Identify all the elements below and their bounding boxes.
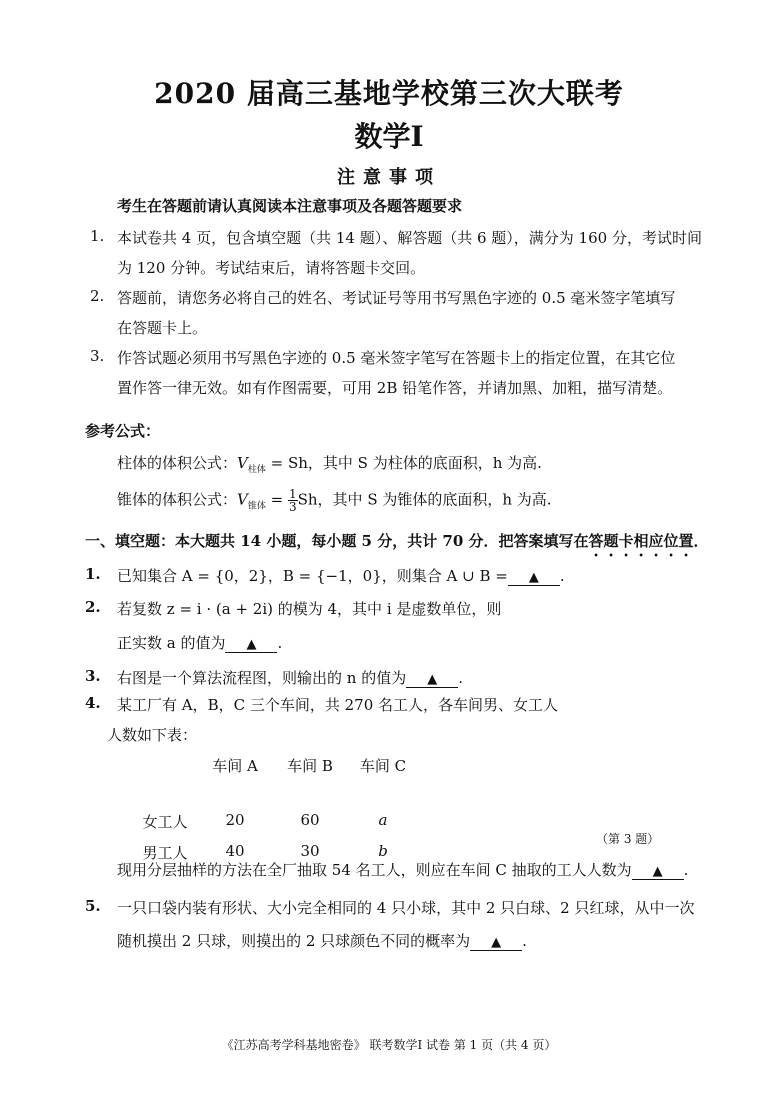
question-3: 右图是一个算法流程图，则输出的 n 的值为 ▲ . (117, 669, 463, 687)
row-label: 男工人 (142, 844, 188, 862)
notice-item-text: 在答题卡上。 (117, 319, 208, 337)
table-header-row (130, 755, 430, 786)
table-cell: 20 (225, 811, 245, 829)
notice-item-number: 3. (90, 347, 105, 365)
answer-blank: ▲ (470, 932, 522, 951)
answer-blank: ▲ (632, 861, 684, 880)
page-footer: 《江苏高考学科基地密卷》 联考数学I 试卷 第 1 页（共 4 页） (221, 1038, 557, 1052)
question-number: 3. (85, 667, 101, 685)
notice-item-number: 1. (90, 227, 105, 245)
table-cell: 30 (300, 842, 320, 860)
question-number: 1. (85, 565, 101, 583)
exam-title: 2020 届高三基地学校第三次大联考 (154, 77, 624, 110)
question-number: 5. (85, 897, 101, 915)
notice-item-text: 置作答一律无效。如有作图需要，可用 2B 铅笔作答，并请加黑、加粗，描写清楚。 (117, 379, 673, 397)
notice-item-text: 作答试题必须用书写黑色字迹的 0.5 毫米签字笔写在答题卡上的指定位置，在其它位 (117, 349, 676, 367)
table-cell: a (378, 811, 388, 829)
question-4-line2: 人数如下表： (107, 726, 198, 744)
table-row (130, 786, 430, 831)
table-header: 车间 A (212, 757, 258, 775)
answer-blank: ▲ (508, 567, 560, 586)
table-cell: 60 (300, 811, 320, 829)
prism-volume-formula: 柱体的体积公式：$V_{柱体} = Sh$，其中 S 为柱体的底面积，h 为高. (117, 454, 542, 475)
answer-blank: ▲ (406, 669, 458, 688)
question-5-line2: 随机摸出 2 只球，则摸出的 2 只球颜色不同的概率为 ▲ . (117, 932, 527, 950)
table-header: 车间 B (287, 757, 333, 775)
question-number: 4. (85, 694, 101, 712)
exam-subject: 数学I (354, 120, 424, 153)
table-header: 车间 C (359, 757, 407, 775)
question-1: 已知集合 A = {0，2}，B = {−1，0}，则集合 A ∪ B = ▲ . (117, 567, 565, 585)
section-heading: 一、填空题：本大题共 14 小题，每小题 5 分，共计 70 分．把答案填写在答题卡相应位置． (85, 532, 709, 550)
fraction-one-third: $\frac{1}{3}$ (288, 487, 297, 514)
notice-subtitle: 考生在答题前请认真阅读本注意事项及各题答题要求 (117, 197, 463, 215)
formula-heading: 参考公式： (85, 422, 161, 440)
table-cell: b (378, 842, 388, 860)
question-2-line1: 若复数 z = i · (a + 2i) 的模为 4，其中 i 是虚数单位，则 (117, 600, 502, 618)
figure-caption: （第 3 题） (596, 832, 660, 846)
notice-heading: 注意事项 (337, 167, 441, 188)
answer-blank: ▲ (225, 634, 277, 653)
notice-item-text: 答题前，请您务必将自己的姓名、考试证号等用书写黑色字迹的 0.5 毫米签字笔填写 (117, 289, 676, 307)
workshop-table (130, 755, 430, 862)
question-5-line1: 一只口袋内装有形状、大小完全相同的 4 只小球，其中 2 只白球、2 只红球，从中一次 (117, 899, 695, 917)
notice-item-text: 本试卷共 4 页，包含填空题（共 14 题）、解答题（共 6 题），满分为 160 分，考试时间 (117, 229, 702, 247)
cone-volume-formula: 锥体的体积公式：$V_{锥体}$ = $\frac{1}{3}$ Sh，其中 S 为锥体的底面积，h 为高. (117, 487, 552, 514)
table-cell: 40 (225, 842, 245, 860)
notice-item-text: 为 120 分钟。考试结束后，请将答题卡交回。 (117, 259, 426, 277)
question-number: 2. (85, 598, 101, 616)
question-4-line3: 现用分层抽样的方法在全厂抽取 54 名工人，则应在车间 C 抽取的工人人数为 ▲ . (117, 861, 689, 879)
question-2-line2: 正实数 a 的值为 ▲ . (117, 634, 283, 652)
notice-item-number: 2. (90, 287, 105, 305)
table-row (130, 817, 430, 862)
question-4-line1: 某工厂有 A，B，C 三个车间，共 270 名工人，各车间男、女工人 (117, 696, 559, 714)
row-label: 女工人 (142, 813, 188, 831)
